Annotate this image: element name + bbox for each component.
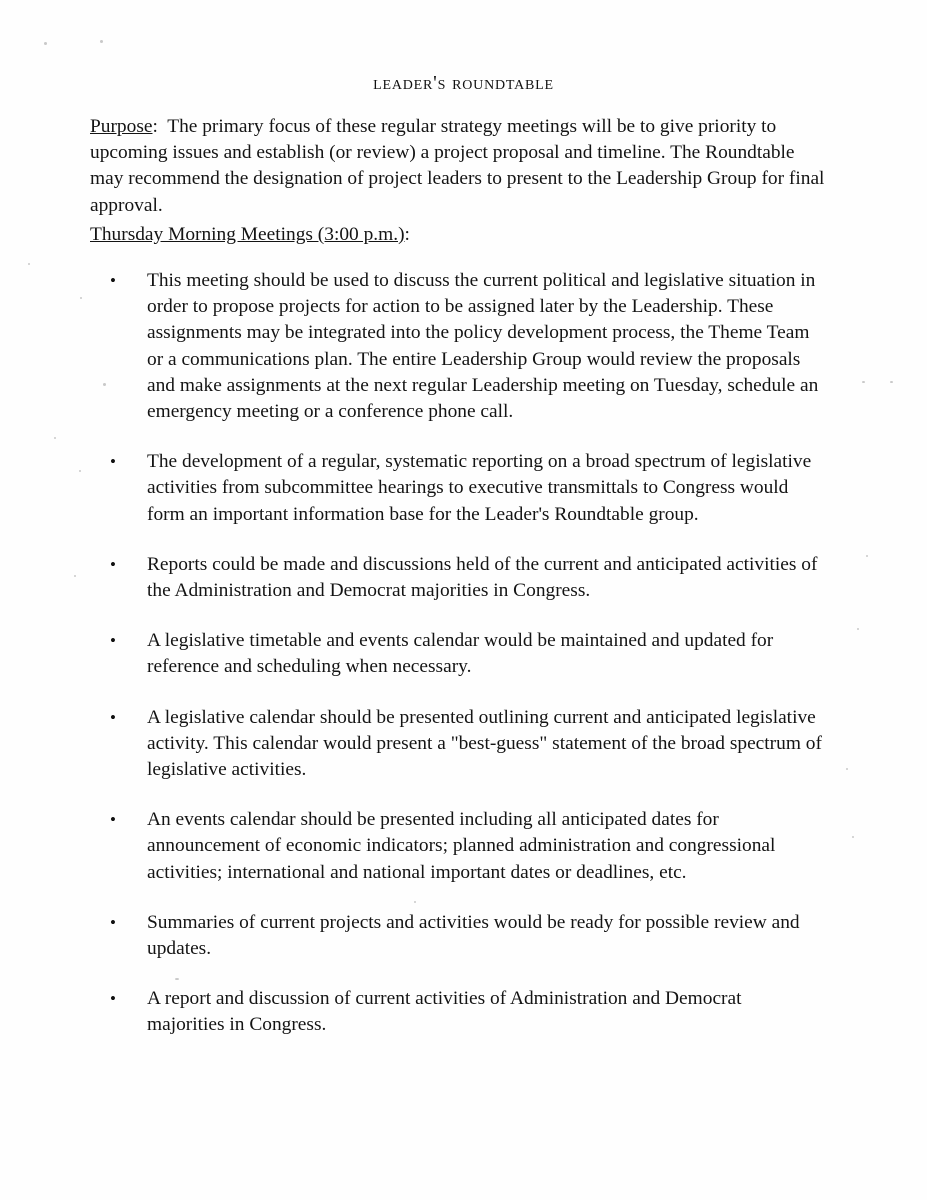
bullet-point-icon: •	[110, 989, 116, 1009]
list-item-text: An events calendar should be presented including all anticipated dates for announcement of economic indicators; planned administration and congressional activities; international and national important dates or deadlines, etc.	[147, 809, 776, 883]
scan-speckle	[100, 40, 103, 43]
list-item-text: This meeting should be used to discuss the current political and legislative situation in order to propose projects for action to be assigned later by the Leadership. These assignments may be integrated into the policy development process, the Theme Team or a communications plan. The entire Leadership Group would review the proposals and make assignments at the next regular Leadership meeting on Tuesday, schedule an emergency meeting or a conference phone call.	[147, 270, 819, 423]
bullet-point-icon: •	[110, 452, 116, 472]
section-heading-colon: :	[404, 224, 410, 245]
list-item	[0, 910, 927, 962]
list-item	[0, 807, 927, 886]
list-item	[0, 449, 927, 528]
list-item	[0, 552, 927, 604]
list-item-text: A legislative timetable and events calendar would be maintained and updated for reference and scheduling when necessary.	[147, 630, 774, 678]
section-heading-underlined: Thursday Morning Meetings (3:00 p.m.)	[90, 224, 405, 245]
scan-speckle	[44, 42, 47, 45]
bullet-point-icon: •	[110, 631, 116, 651]
purpose-label-colon: :	[152, 116, 158, 137]
list-item-text: Summaries of current projects and activities would be ready for possible review and updates.	[147, 911, 800, 960]
bullet-point-icon: •	[110, 554, 116, 574]
purpose-text: The primary focus of these regular strategy meetings will be to give priority to upcoming issues and establish (or review) a project proposal and timeline. The Roundtable may recommend the designation of project leaders to present to the Leadership Group for final approval.	[90, 116, 825, 216]
bullet-list	[0, 268, 927, 1063]
bullet-point-icon: •	[110, 810, 116, 830]
list-item	[0, 705, 927, 784]
list-item	[0, 268, 927, 425]
list-item-text: A report and discussion of current activities of Administration and Democrat majorities in Congress.	[147, 988, 742, 1036]
list-item-text: Reports could be made and discussions held of the current and anticipated activities of the Administration and Democrat majorities in Congress.	[147, 553, 818, 602]
list-item	[0, 628, 927, 680]
bullet-point-icon: •	[110, 271, 116, 290]
list-item	[0, 986, 927, 1038]
purpose-label: Purpose	[90, 116, 153, 137]
section-heading	[90, 222, 410, 248]
page-title: leader's roundtable	[373, 72, 554, 94]
list-item-text: The development of a regular, systematic reporting on a broad spectrum of legislative activities from subcommittee hearings to executive transmittals to Congress would form an important information base for the Leader's Roundtable group.	[147, 451, 812, 525]
bullet-point-icon: •	[110, 707, 116, 727]
bullet-point-icon: •	[110, 912, 116, 932]
list-item-text: A legislative calendar should be presented outlining current and anticipated legislative activity. This calendar would present a "best-guess" statement of the broad spectrum of legislative activities.	[147, 706, 822, 781]
scan-speckle	[28, 263, 30, 265]
purpose-paragraph	[90, 114, 825, 219]
